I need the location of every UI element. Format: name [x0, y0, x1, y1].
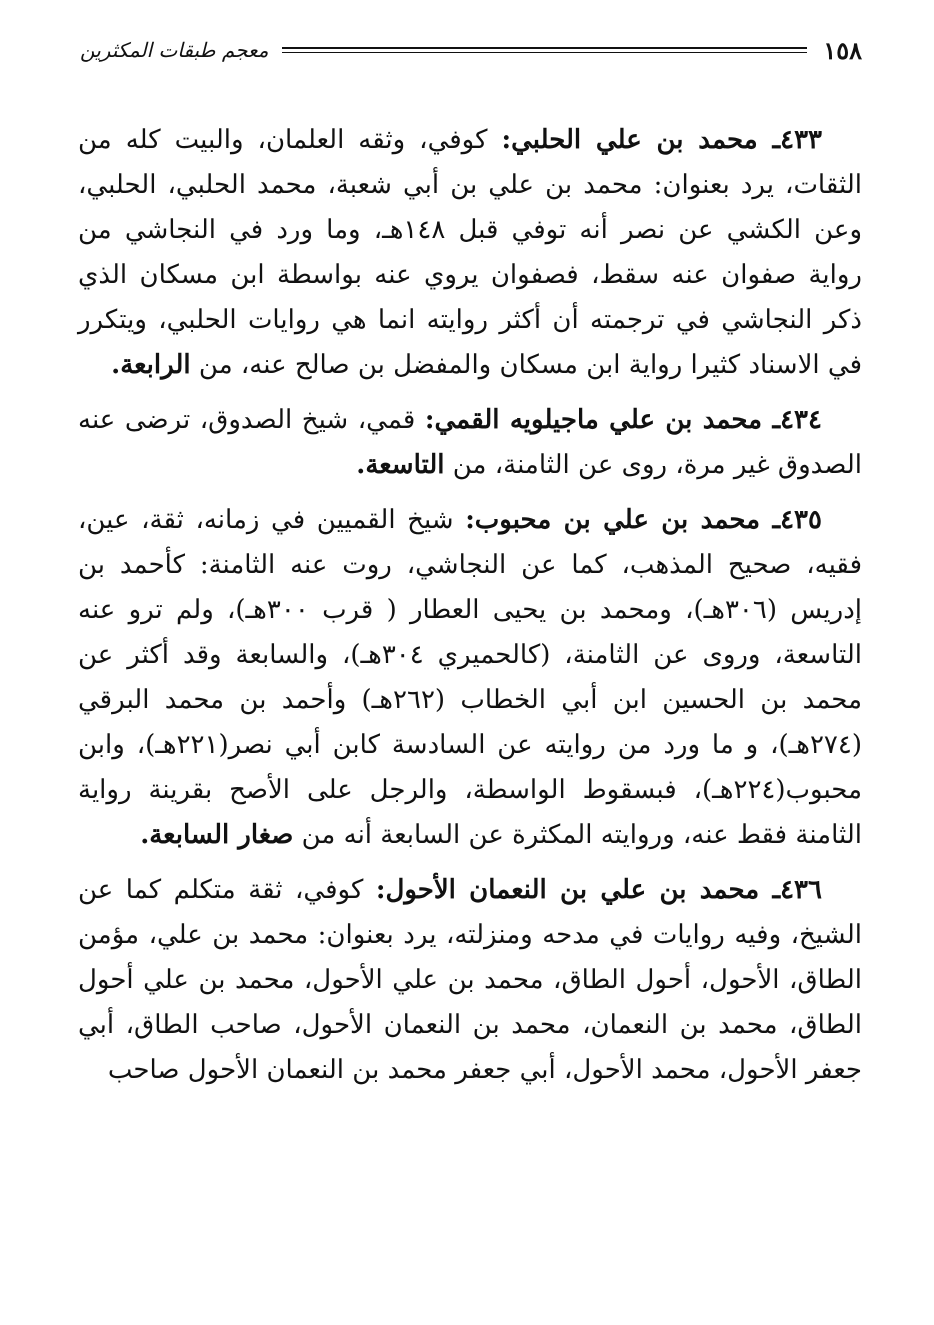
- entry-rank: الرابعة.: [111, 350, 191, 380]
- entry-heading: ٤٣٤ـ محمد بن علي ماجيلويه القمي:: [424, 405, 822, 435]
- running-header: [80, 30, 862, 70]
- book-title: معجم طبقات المكثرين: [80, 38, 269, 62]
- entry-heading: ٤٣٦ـ محمد بن علي بن النعمان الأحول:: [375, 875, 822, 905]
- entry-rank: صغار السابعة.: [140, 820, 294, 850]
- entry-body: شيخ القميين في زمانه، ثقة، عين، فقيه، صحيح المذهب، كما عن النجاشي، روت عنه الثامنة: كأحمد بن إدريس (٣٠٦هـ)، ومحمد بن يحيى العطار ( قرب ٣٠٠هـ)، ولم ترو عنه التاسعة، وروى عن الثامنة، (كالحميري ٣٠٤هـ)، والسابعة وقد أكثر عن محمد بن الحسين ابن أبي الخطاب (٢٦٢هـ) وأحمد بن محمد البرقي (٢٧٤هـ)، و ما ورد من روايته عن السادسة كابن أبي نصر(٢٢١هـ)، وابن محبوب(٢٢٤هـ)، فبسقوط الواسطة، والرجل على الأصح بقرينة رواية الثامنة فقط عنه، وروايته المكثرة عن السابعة أنه من: [78, 505, 863, 850]
- entry-rank: التاسعة.: [356, 450, 445, 480]
- page-number: ١٥٨: [823, 35, 862, 65]
- entry-heading: ٤٣٣ـ محمد بن علي الحلبي:: [501, 125, 823, 155]
- entry-436: [78, 868, 862, 1093]
- entry-body: كوفي، وثقه العلمان، والبيت كله من الثقات، يرد بعنوان: محمد بن علي بن أبي شعبة، محمد الحلبي، الحلبي، وعن الكشي عن نصر أنه توفي قبل ١٤٨هـ، وما ورد في النجاشي من رواية صفوان عنه سقط، فصفوان يروي عنه بواسطة ابن مسكان الذي ذكر النجاشي في ترجمته أن أكثر روايته انما هي روايات الحلبي، ويتكرر في الاسناد كثيرا رواية ابن مسكان والمفضل بن صالح عنه، من: [78, 125, 863, 380]
- entry-heading: ٤٣٥ـ محمد بن علي بن محبوب:: [465, 505, 822, 535]
- entry-435: [78, 498, 862, 858]
- body-text: [78, 118, 862, 1103]
- entry-body: قمي، شيخ الصدوق، ترضى عنه الصدوق غير مرة، روى عن الثامنة، من: [78, 405, 862, 480]
- entry-434: [78, 398, 862, 488]
- entry-433: [78, 118, 862, 388]
- header-rule: [282, 47, 807, 53]
- entry-body: كوفي، ثقة متكلم كما عن الشيخ، وفيه روايات في مدحه ومنزلته، يرد بعنوان: محمد بن علي، مؤمن الطاق، الأحول، أحول الطاق، محمد بن علي الأحول، محمد بن علي أحول الطاق، محمد بن النعمان، محمد بن النعمان الأحول، صاحب الطاق، أبي جعفر الأحول، محمد الأحول، أبي جعفر محمد بن النعمان الأحول صاحب: [78, 875, 862, 1085]
